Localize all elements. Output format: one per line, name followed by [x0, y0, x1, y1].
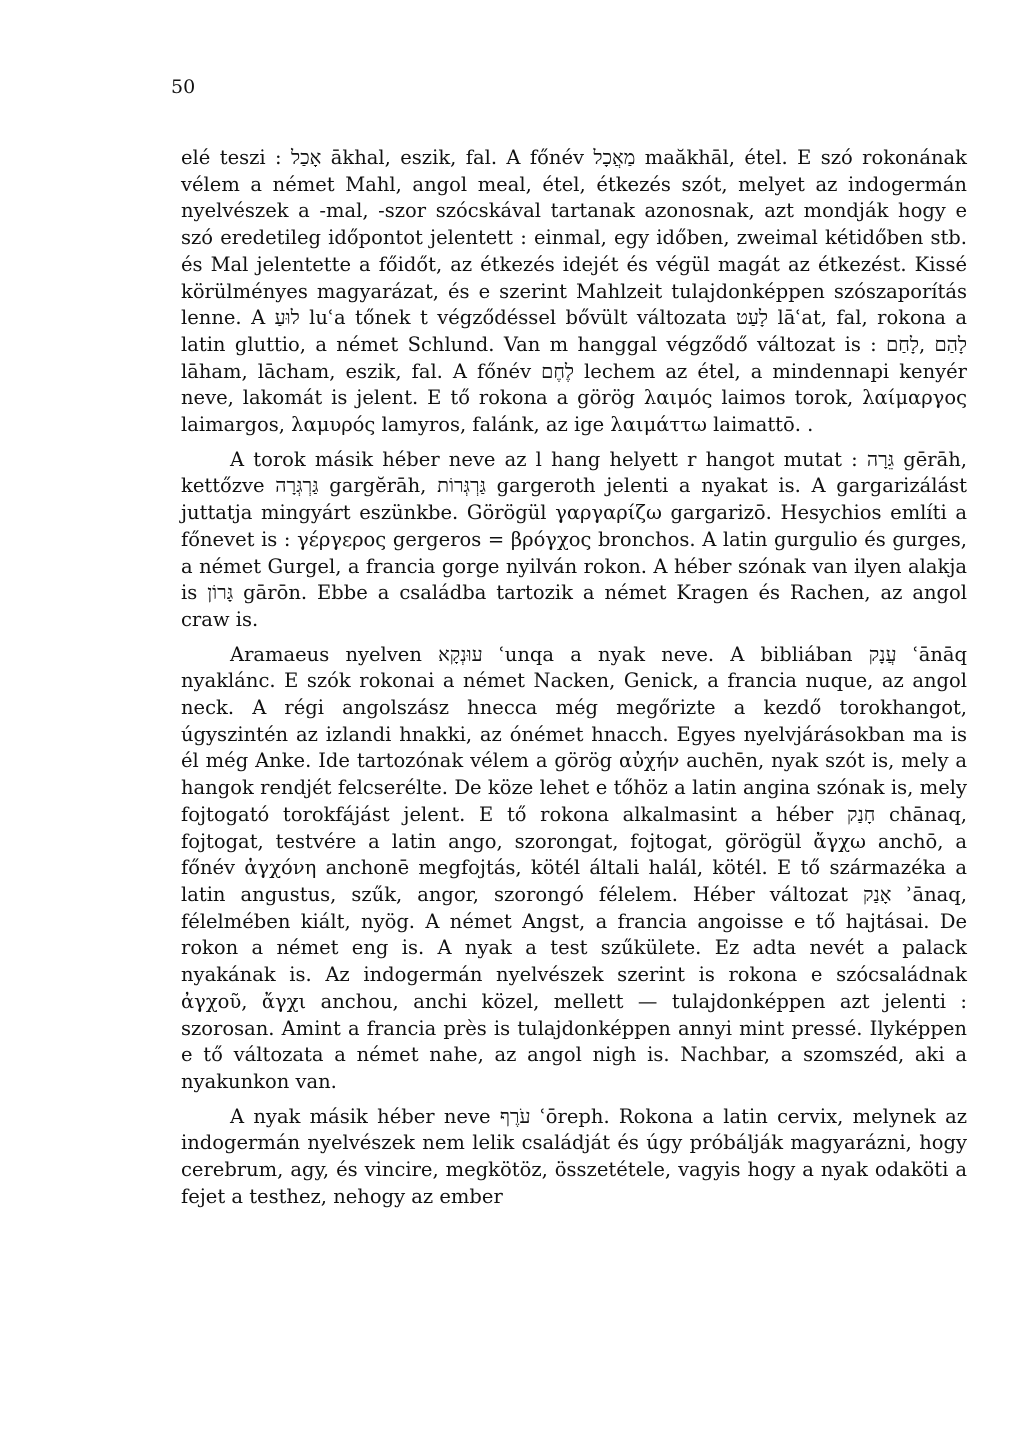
page-number: 50 — [171, 76, 196, 98]
paragraph: Aramaeus nyelven עוּנְקָא ʿunqa a nyak neve. A bibliában עֲנָק ʿānāq nyaklánc. E szók rokonai a német Nacken, Genick, a francia nuque, az angol neck. A régi angolszász hnecca még megőrizte a kezdő torokhangot, úgyszintén az izlandi hnakki, az ónémet hnacch. Egyes nyelvjárásokban ma is él még Anke. Ide tartozónak vélem a görög αὐχήν auchēn, nyak szót is, mely a hangok rendjét felcserélte. De köze lehet e tőhöz a latin angina szónak is, mely fojtogató torokfájást jelent. E tő rokona alkalmasint a héber חָנַק chānaq, fojtogat, testvére a latin ango, szorongat, fojtogat, görögül ἄγχω anchō, a főnév ἀγχόνη anchonē megfojtás, kötél általi halál, kötél. E tő származéka a latin angustus, szűk, angor, szorongó félelem. Héber változat אָנַק ʾānaq, félelmében kiált, nyög. A német Angst, a francia angoisse e tő hajtásai. De rokon a német eng is. A nyak a test szűkülete. Ez adta nevét a palack nyakának is. Az indogermán nyelvészek szerint is rokona e szócsaládnak ἀγχοῦ, ἄγχι anchou, anchi közel, mellett — tulajdonképpen azt jelenti : szorosan. Amint a francia près is tulajdonképpen annyi mint pressé. Ilyképpen e tő változata a német nahe, az angol nigh is. Nachbar, a szomszéd, aki a nyakunkon van. — [181, 642, 968, 1093]
paragraph: elé teszi : אָכַל ākhal, eszik, fal. A főnév מַאֲכָל maăkhāl, étel. E szó rokonának vélem a német Mahl, angol meal, étel, étkezés szót, melyet az indogermán nyelvészek a -mal, -szor szócskával tartanak azonosnak, azt mondják hogy e szó eredetileg időpontot jelentett : einmal, egy időben, zweimal kétidőben stb. és Mal jelentette a főidőt, az étkezés idejét és végül magát az étkezést. Kissé körülményes magyarázat, és e szerint Mahlzeit tulajdonképpen szószaporítás lenne. A לוּעַ luʿa tőnek t végződéssel bővült változata לָעַט lāʿat, fal, rokona a latin gluttio, a német Schlund. Van m hanggal végződő változat is : לָהַם ,לָחַם lāham, lācham, eszik, fal. A főnév לֶחֶם lechem az étel, a mindennapi kenyér neve, lakomát is jelent. E tő rokona a görög λαιμός laimos torok, λαίμαργος laimargos, λαμυρός lamyros, falánk, az ige λαιμάττω laimattō. . — [181, 146, 968, 437]
paragraph: A torok másik héber neve az l hang helyett r hangot mutat : גֵּרָה gērāh, kettőzve גַּרְגְּרָה gargĕrāh, גַּרְגְּרוֹת gargeroth jelenti a nyakat is. A gargarizálást juttatja mingyárt eszünkbe. Görögül γαργαρίζω gargarizō. Hesychios említi a főnevet is : γέργερος gergeros = βρόγχος bronchos. A latin gurgulio és gurges, a német Gurgel, a francia gorge nyilván rokon. A héber szónak van ilyen alakja is גָּרוֹן gārōn. Ebbe a családba tartozik a német Kragen és Rachen, az angol craw is. — [181, 447, 967, 631]
body-text — [181, 145, 967, 1210]
paragraph: A nyak másik héber neve עֹרֶף ʿōreph. Rokona a latin cervix, melynek az indogermán nyelvészek nem lelik családját és úgy próbálják magyarázni, hogy cerebrum, agy, és vincire, megkötöz, összetétele, vagyis hogy a nyak odaköti a fejet a testhez, nehogy az ember — [181, 1104, 967, 1208]
